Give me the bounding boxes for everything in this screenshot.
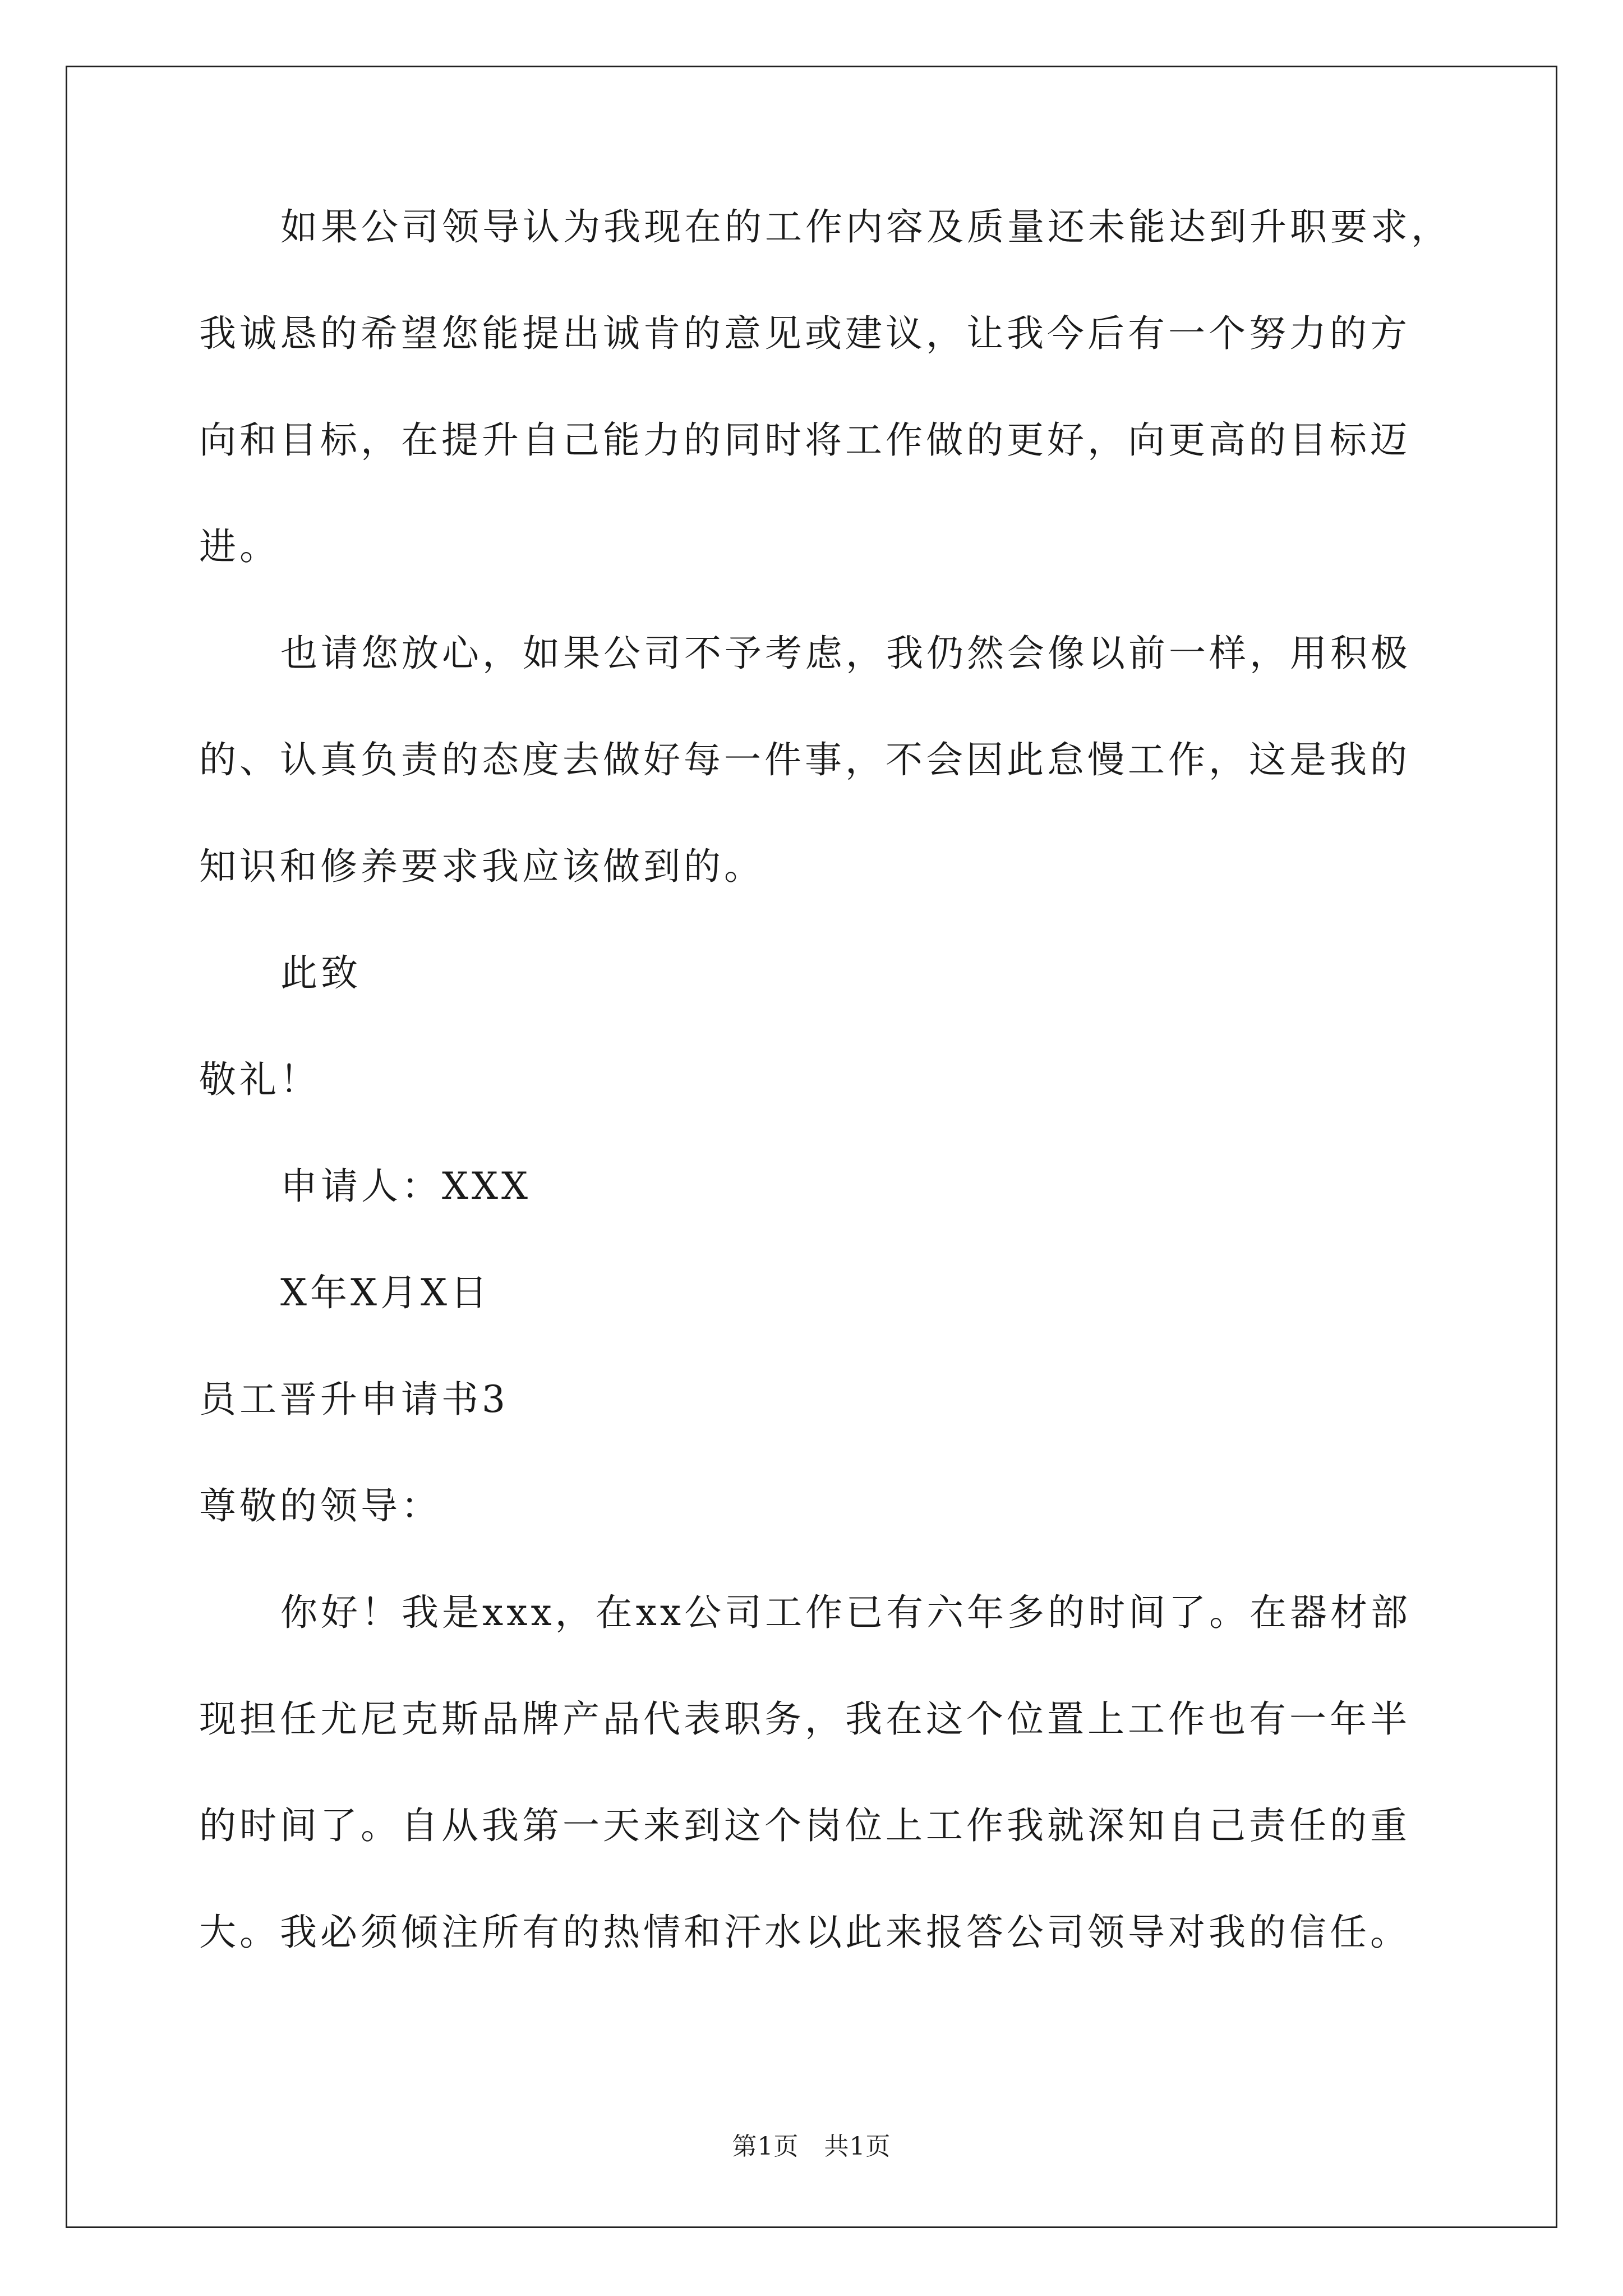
- paragraph-1-line-4: 进。: [199, 525, 280, 568]
- applicant-line: 申请人：XXX: [280, 1165, 531, 1208]
- page-footer: 第1页 共1页: [732, 2132, 891, 2161]
- closing-text: 此致: [280, 951, 361, 995]
- paragraph-1-line-2: 我诚恳的希望您能提出诚肯的意见或建议，让我今后有一个努力的方: [199, 312, 1410, 355]
- section-title: 员工晋升申请书3: [199, 1378, 509, 1421]
- paragraph-2-line-2: 的、认真负责的态度去做好每一件事，不会因此怠慢工作，这是我的: [199, 738, 1410, 781]
- paragraph-2-line-1: 也请您放心，如果公司不予考虑，我仍然会像以前一样，用积极: [280, 632, 1411, 675]
- paragraph-1-line-1: 如果公司领导认为我现在的工作内容及质量还未能达到升职要求，: [280, 205, 1451, 249]
- page-border: [66, 66, 1557, 2228]
- paragraph-3-line-1: 你好！我是xxx，在xx公司工作已有六年多的时间了。在器材部: [280, 1591, 1412, 1634]
- salute-text: 敬礼！: [199, 1058, 320, 1101]
- paragraph-3-line-4: 大。我必须倾注所有的热情和汗水以此来报答公司领导对我的信任。: [199, 1911, 1410, 1954]
- paragraph-3-line-2: 现担任尤尼克斯品牌产品代表职务，我在这个位置上工作也有一年半: [199, 1697, 1410, 1741]
- paragraph-1-line-3: 向和目标，在提升自己能力的同时将工作做的更好，向更高的目标迈: [199, 418, 1410, 462]
- date-line: X年X月X日: [280, 1271, 491, 1314]
- paragraph-2-line-3: 知识和修养要求我应该做到的。: [199, 845, 764, 888]
- paragraph-3-line-3: 的时间了。自从我第一天来到这个岗位上工作我就深知自己责任的重: [199, 1804, 1410, 1847]
- greeting-line: 尊敬的领导：: [199, 1484, 441, 1527]
